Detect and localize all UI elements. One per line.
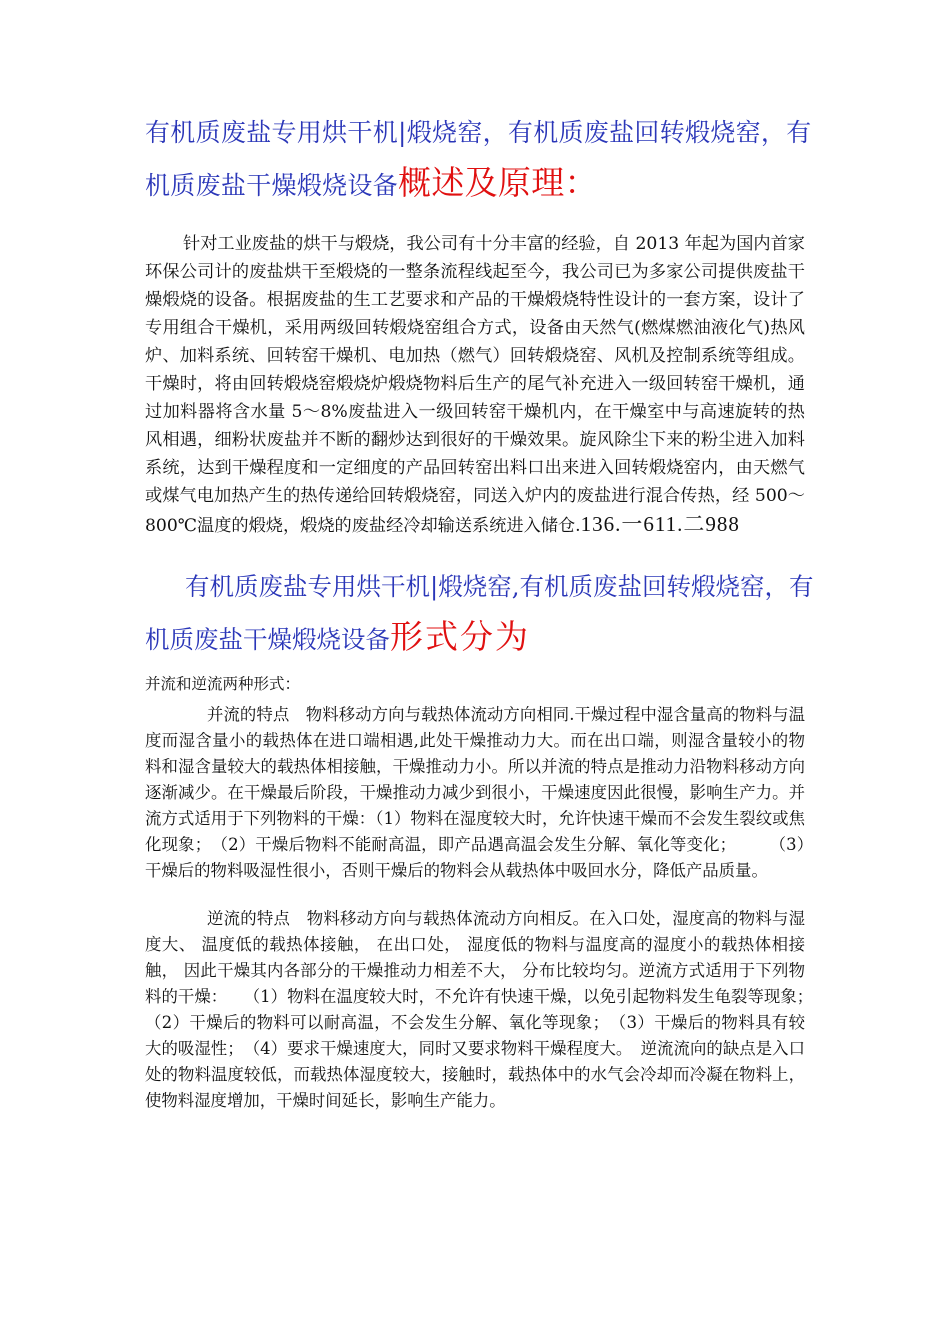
countercurrent-paragraph	[145, 906, 838, 1114]
section1-body-text: 针对工业废盐的烘干与煅烧，我公司有十分丰富的经验，自 2013 年起为国内首家环保公司计的废盐烘干至煅烧的一整条流程线起至今，我公司已为多家公司提供废盐干燥煅烧的设备。根据废盐的生工艺要求和产品的干燥煅烧特性设计的一套方案，设计了专用组合干燥机，采用两级回转煅烧窑组合方式，设备由天然气(燃煤燃油液化气)热风炉、加料系统、回转窑干燥机、电加热（燃气）回转煅烧窑、风机及控制系统等组成。干燥时，将由回转煅烧窑煅烧炉煅烧物料后生产的尾气补充进入一级回转窑干燥机，通过加料器将含水量 5～8%废盐进入一级回转窑干燥机内，在干燥室中与高速旋转的热风相遇，细粉状废盐并不断的翻炒达到很好的干燥效果。旋风除尘下来的粉尘进入加料系统，达到干燥程度和一定细度的产品回转窑出料口出来进入回转煅烧窑内，由天燃气或煤气电加热产生的热传递给回转煅烧窑，同送入炉内的废盐进行混合传热，经 500～800℃温度的煅烧，煅烧的废盐经冷却输送系统进入储仓.	[145, 234, 805, 536]
section2-lead: 并流和逆流两种形式：	[145, 675, 301, 693]
section1-heading	[145, 108, 825, 211]
countercurrent-text: 逆流的特点 物料移动方向与载热体流动方向相反。在入口处，湿度高的物料与湿度大、 温度低的载热体接触， 在出口处， 湿度低的物料与温度高的湿度小的载热体相接触， 因此干燥其内各部分的干燥推动力相差不大， 分布比较均匀。逆流方式适用于下列物料的干燥： （1）物料在温度较大时，不允许有快速干燥，以免引起物料发生龟裂等现象； （2）干燥后的物料可以耐高温，不会发生分解、氧化等现象； （3）干燥后的物料具有较大的吸湿性； （4）要求干燥速度大，同时又要求物料干燥程度大。 逆流流向的缺点是入口处的物料温度较低，而载热体湿度较大，接触时，载热体中的水气会冷却而冷凝在物料上，使物料湿度增加，干燥时间延长，影响生产能力。	[145, 909, 838, 1110]
section2-heading	[145, 562, 825, 665]
section1-heading-accent: 概述及原理：	[398, 163, 598, 202]
section2-heading-accent: 形式分为	[390, 617, 530, 656]
section1-paragraph	[145, 230, 805, 540]
section2-heading-text: 有机质废盐专用烘干机|煅烧窑,有机质废盐回转煅烧窑，有机质废盐干燥煅烧设备	[145, 572, 814, 654]
section1-heading-text: 有机质废盐专用烘干机|煅烧窑，有机质废盐回转煅烧窑，有机质废盐干燥煅烧设备	[145, 118, 812, 200]
cocurrent-text: 并流的特点 物料移动方向与载热体流动方向相同.干燥过程中湿含量高的物料与温度而湿含量小的载热体在进口端相遇,此处干燥推动力大。而在出口端，则湿含量较小的物料和湿含量较大的载热体相接触，干燥推动力小。所以并流的特点是推动力沿物料移动方向逐渐减少。在干燥最后阶段，干燥推动力减少到很小，干燥速度因此很慢，影响生产力。并流方式适用于下列物料的干燥：（1）物料在湿度较大时，允许快速干燥而不会发生裂纹或焦化现象； （2）干燥后物料不能耐高温，即产品遇高温会发生分解、氧化等变化； （3）干燥后的物料吸湿性很小，否则干燥后的物料会从载热体中吸回水分，降低产品质量。	[145, 705, 805, 880]
cocurrent-paragraph	[145, 702, 805, 884]
phone-number: 136.一611.二988	[580, 512, 740, 536]
